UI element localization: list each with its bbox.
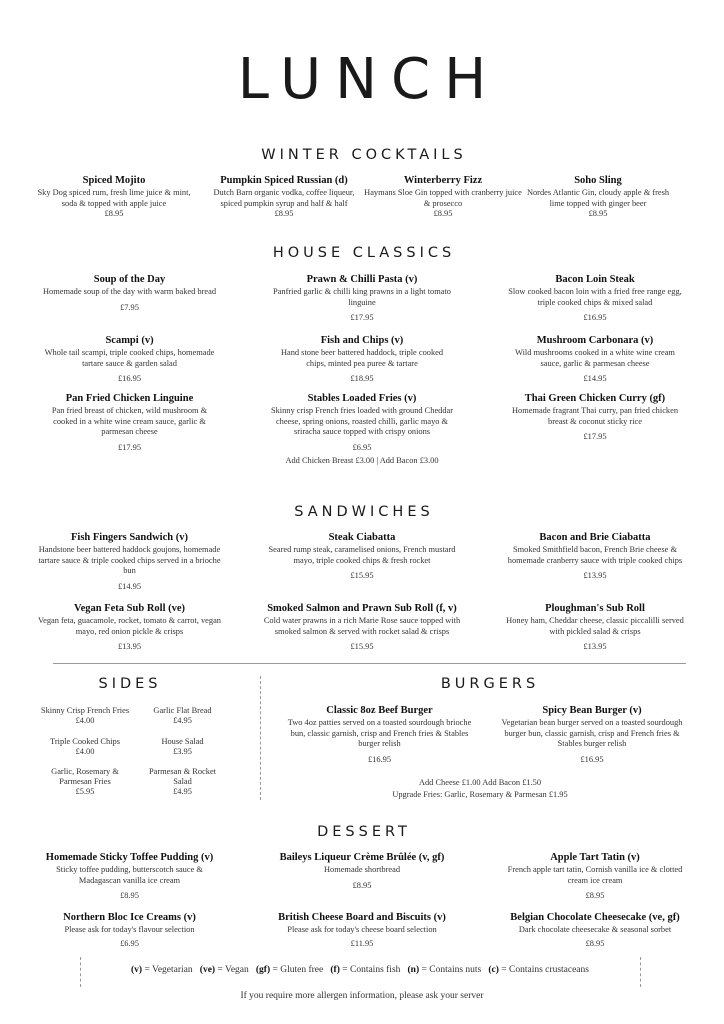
item-name: Fish and Chips (v) [320,335,404,346]
item-price: £7.95 [120,302,139,312]
item-desc: Haymans Sloe Gin topped with cranberry juice & prosecco [364,188,522,208]
item-price: £13.95 [583,642,607,651]
legend-code: (n) [407,965,420,975]
item-name: Pumpkin Spiced Russian (d) [220,175,348,186]
item-price: £16.95 [580,754,604,764]
side-name: Garlic, Rosemary & Parmesan Fries [51,767,119,786]
item-desc: Panfried garlic & chilli king prawns in a light tomato linguine [273,287,451,307]
menu-item [272,334,452,385]
legend-text: = Contains crustaceans [501,965,589,975]
side-name: House Salad [161,737,204,746]
item-desc: Pan fried breast of chicken, wild mushroom & cooked in a white wine cream sauce, garlic & parmesan cheese [51,406,208,436]
allergen-legend [80,965,640,975]
item-desc: Wild mushrooms cooked in a white wine cream sauce, garlic & parmesan cheese [515,348,675,368]
item-name: British Cheese Board and Biscuits (v) [278,912,446,923]
legend-text: = Contains fish [342,965,401,975]
menu-item [282,704,477,765]
item-price: £6.95 [352,442,372,452]
side-name: Garlic Flat Bread [153,706,212,715]
item-extras: Add Chicken Breast £3.00 | Add Bacon £3.00 [285,456,439,465]
legend-code: (ve) [199,965,216,975]
side-item [40,767,130,797]
menu-item [255,602,469,653]
side-item [40,706,130,726]
item-price: £8.95 [274,209,294,218]
sides-heading: SIDES [98,676,162,692]
item-desc: Dutch Barn organic vodka, coffee liqueur, spiced pumpkin syrup and half & half [213,188,355,208]
item-desc: Hand stone beer battered haddock, triple cooked chips, minted pea puree & tartare [280,348,444,368]
menu-item [500,851,690,902]
menu-item [42,273,217,313]
item-price: £16.95 [117,374,142,383]
item-price: £16.95 [367,754,392,764]
item-desc: Two 4oz patties served on a toasted sourdough brioche bun, classic garnish, crisp and French fries & Stables burger relish [287,718,472,748]
menu-item [500,911,690,949]
legend-entry [408,965,482,975]
legend-code: (f) [330,965,340,975]
item-name: Smoked Salmon and Prawn Sub Roll (f, v) [267,603,457,614]
item-name: Classic 8oz Beef Burger [326,705,433,716]
sandwiches-heading: SANDWICHES [294,504,434,520]
item-price: £15.95 [350,571,374,580]
item-desc: Homemade shortbread [323,865,401,874]
item-price: £17.95 [117,442,142,452]
menu-item [505,334,685,385]
item-name: Fish Fingers Sandwich (v) [71,532,188,543]
item-desc: Homemade soup of the day with warm baked bread [42,287,217,296]
item-desc: Smoked Smithfield bacon, French Brie cheese & homemade cranberry sauce with triple cooked chips [507,545,683,565]
menu-item [500,602,690,653]
item-name: Mushroom Carbonara (v) [536,335,654,346]
item-name: Pan Fried Chicken Linguine [65,393,194,404]
burger-extras: Add Cheese £1.00 Add Bacon £1.50 [418,778,542,787]
item-desc: Seared rump steak, caramelised onions, French mustard mayo, triple cooked chips & fresh rocket [268,545,456,565]
menu-item [42,392,217,453]
item-price: £13.95 [117,642,142,651]
side-price: £5.95 [75,787,95,796]
item-price: £17.95 [350,313,374,322]
side-name: Triple Cooked Chips [50,737,120,746]
item-name: Northern Bloc Ice Creams (v) [63,912,196,923]
menu-item [37,531,222,592]
item-price: £14.95 [117,581,142,591]
legend-entry [330,965,400,975]
item-price: £13.95 [583,571,607,580]
side-price: £3.95 [173,747,192,756]
item-price: £8.95 [104,209,124,218]
burgers-heading: BURGERS [440,676,540,692]
menu-item [267,911,457,949]
cocktail-item [519,174,677,220]
item-name: Scampi (v) [105,335,154,346]
item-name: Ploughman's Sub Roll [545,603,645,614]
item-price: £18.95 [350,374,374,383]
burger-upgrade: Upgrade Fries: Garlic, Rosemary & Parmesan £1.95 [392,790,568,799]
item-desc: French apple tart tatin, Cornish vanilla ice & clotted cream ice cream [507,865,683,885]
item-price: £6.95 [120,938,139,948]
menu-item [505,273,685,324]
legend-text: = Vegan [217,965,249,975]
item-name: Soho Sling [574,175,622,186]
item-name: Soup of the Day [93,274,166,285]
item-desc: Vegan feta, guacamole, rocket, tomato & carrot, vegan mayo, red onion pickle & crisps [37,616,221,636]
item-name: Stables Loaded Fries (v) [307,393,417,404]
item-desc: Handstone beer battered haddock goujons, homemade tartare sauce & triple cooked chips served in a brioche bun [38,545,221,575]
legend-text: = Vegetarian [144,965,193,975]
menu-item [505,392,685,443]
legend-text: = Contains nuts [421,965,482,975]
menu-item [37,602,222,653]
item-price: £8.95 [585,938,605,948]
menu-item [500,531,690,582]
side-item [140,737,225,757]
legend-code: (v) [131,965,143,975]
section-divider [53,663,686,664]
menu-item [494,704,690,765]
item-price: £15.95 [350,642,374,651]
item-price: £16.95 [583,313,607,322]
item-name: Bacon Loin Steak [555,274,635,285]
item-name: Baileys Liqueur Crème Brûlée (v, gf) [279,852,445,863]
item-desc: Sky Dog spiced rum, fresh lime juice & mint, soda & topped with apple juice [37,188,191,208]
item-price: £8.95 [352,880,372,890]
legend-entry [256,965,323,975]
side-price: £4.95 [173,787,192,796]
side-name: Skinny Crisp French Fries [40,706,130,715]
menu-item [267,851,457,891]
legend-entry [488,965,589,975]
legend-text: = Gluten free [272,965,324,975]
item-desc: Whole tail scampi, triple cooked chips, homemade tartare sauce & garden salad [44,348,215,368]
item-name: Vegan Feta Sub Roll (ve) [73,603,186,614]
item-price: £8.95 [433,209,453,218]
item-desc: Skinny crisp French fries loaded with ground Cheddar cheese, spring onions, roasted chilli, garlic mayo & sriracha sauce topped with crispy onions [270,406,454,436]
item-name: Winterberry Fizz [403,175,483,186]
item-desc: Slow cooked bacon loin with a fried free range egg, triple cooked chips & mixed salad [508,287,682,307]
side-price: £4.00 [75,716,95,725]
item-price: £11.95 [350,938,374,948]
menu-item [272,273,452,324]
house-classics-heading: HOUSE CLASSICS [272,245,456,261]
menu-item [267,392,457,467]
item-price: £17.95 [583,432,607,441]
item-desc: Please ask for today's cheese board selection [287,925,437,934]
item-name: Homemade Sticky Toffee Pudding (v) [45,852,214,863]
legend-code: (c) [488,965,499,975]
item-name: Thai Green Chicken Curry (gf) [524,393,666,404]
item-price: £8.95 [585,891,605,900]
legend-code: (gf) [255,965,271,975]
item-name: Apple Tart Tatin (v) [550,852,640,863]
item-name: Bacon and Brie Ciabatta [539,532,651,543]
side-item [140,706,225,726]
cocktail-item [35,174,193,220]
allergen-footer-note: If you require more allergen information, please ask your server [240,991,484,1001]
item-desc: Nordes Atlantic Gin, cloudy apple & fresh lime topped with ginger beer [526,188,670,208]
menu-item [42,334,217,385]
item-name: Spiced Mojito [82,175,146,186]
item-name: Prawn & Chilli Pasta (v) [306,274,418,285]
cocktail-item [364,174,522,220]
item-desc: Cold water prawns in a rich Marie Rose sauce topped with smoked salmon & served with rocket salad & crisps [263,616,461,636]
dessert-heading: DESSERT [317,824,411,840]
side-item [140,767,225,797]
legend-right-divider [640,957,641,987]
menu-item [37,911,222,949]
item-desc: Sticky toffee pudding, butterscotch sauce & Madagascan vanilla ice cream [56,865,203,885]
item-desc: Vegetarian bean burger served on a toasted sourdough burger bun, classic garnish, crisp and French fries & Stables burger relish [501,718,683,748]
winter-cocktails-heading: WINTER COCKTAILS [261,147,467,163]
item-price: £8.95 [588,209,608,218]
column-divider [260,676,261,800]
legend-entry [200,965,249,975]
legend-entry [131,965,193,975]
item-price: £14.95 [583,374,607,383]
menu-item [37,851,222,902]
menu-item [267,531,457,582]
item-name: Steak Ciabatta [328,532,396,543]
item-price: £8.95 [120,891,139,900]
item-desc: Homemade fragrant Thai curry, pan fried chicken breast & coconut sticky rice [511,406,679,426]
page-title: LUNCH [237,47,501,112]
item-name: Belgian Chocolate Cheesecake (ve, gf) [510,912,680,923]
side-price: £4.95 [173,716,192,725]
item-desc: Dark chocolate cheesecake & seasonal sorbet [518,925,672,934]
item-desc: Honey ham, Cheddar cheese, classic piccalilli served with pickled salad & crisps [506,616,684,636]
side-name: Parmesan & Rocket Salad [149,767,216,786]
item-desc: Please ask for today's flavour selection [64,925,195,934]
side-item [40,737,130,757]
cocktail-item [205,174,363,220]
side-price: £4.00 [75,747,95,756]
item-name: Spicy Bean Burger (v) [542,705,642,716]
